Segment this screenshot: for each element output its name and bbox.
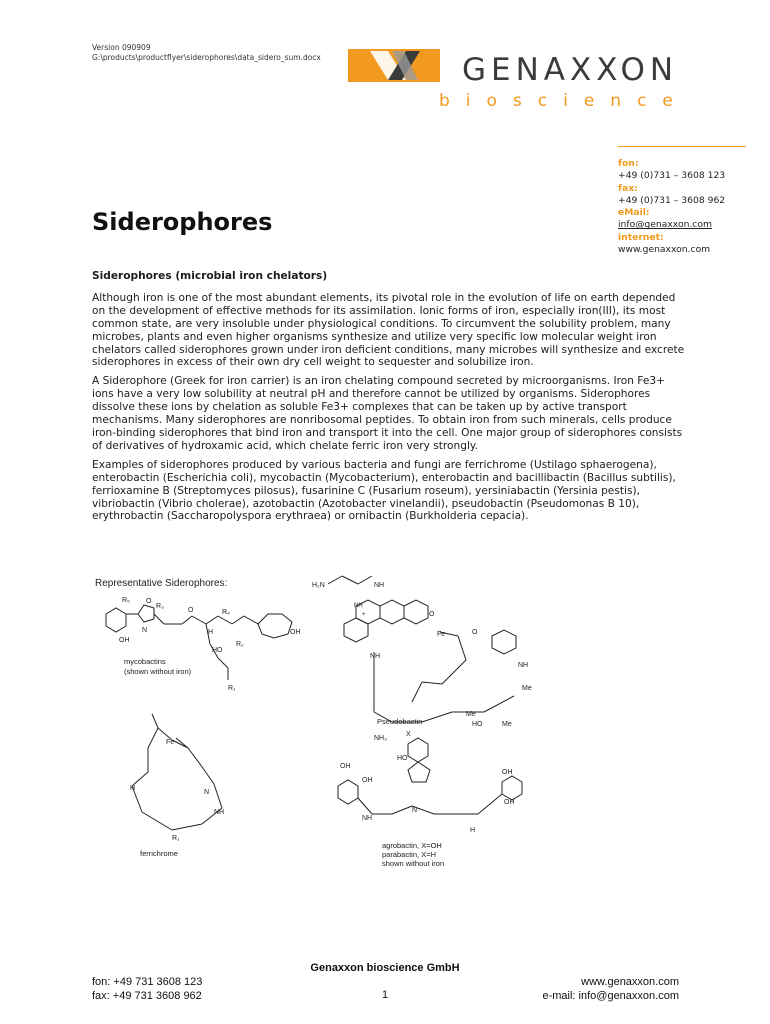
atom-o-ring: O bbox=[146, 598, 152, 605]
atom-h2n: H₂N bbox=[312, 582, 325, 589]
atom-fe-ferrichrome: Fe bbox=[166, 739, 175, 746]
footer-web-link[interactable]: www.genaxxon.com bbox=[581, 976, 679, 988]
footer-fax: fax: +49 731 3608 962 bbox=[92, 990, 202, 1002]
atom-nh3: NH₃ bbox=[374, 735, 387, 742]
pseudobactin-label: Pseudobactin bbox=[377, 717, 423, 726]
atom-me-3: Me bbox=[502, 721, 512, 728]
atom-oh-agro-1: OH bbox=[340, 763, 351, 770]
version-info bbox=[92, 43, 321, 63]
atom-me-2: Me bbox=[466, 711, 476, 718]
atom-n-agro: N bbox=[412, 807, 418, 814]
atom-ho-serine: HO bbox=[472, 721, 483, 728]
atom-nh-ferrichrome: NH bbox=[214, 809, 225, 816]
siderophore-structures-figure bbox=[92, 572, 692, 872]
atom-nh-chain: NH bbox=[370, 653, 381, 660]
file-path-text: G:\products\productflyer\siderophores\data_sidero_sum.docx bbox=[92, 53, 321, 62]
atom-nh-top: NH bbox=[374, 582, 385, 589]
atom-o-catechol: O bbox=[429, 611, 435, 618]
atom-r1: R₁ bbox=[228, 685, 236, 692]
atom-o-ring: O bbox=[472, 629, 478, 636]
atom-n-ring: N bbox=[142, 627, 148, 634]
internet-link[interactable]: www.genaxxon.com bbox=[618, 244, 711, 256]
fax-label: fax: bbox=[618, 182, 638, 194]
atom-nh-ring: NH bbox=[518, 662, 529, 669]
contact-block bbox=[618, 158, 758, 256]
paragraph-1: Although iron is one of the most abundant elements, its pivotal role in the evolution of life on earth depended on the development of effective methods for its assimilation. Ionic forms of iron, especially iron(III), its most common state, are very insoluble under physiological conditions. To circumvent the solubility problem, many microbes, plants and even higher organisms synthesize and utilize very specific low molecular weight iron chelators called siderophores grown under iron deficient conditions, many microbes will synthesize and excrete siderophores in excess of their own dry cell weight to sequester and solubilize iron. bbox=[92, 291, 685, 369]
figure-caption: Representative Siderophores: bbox=[95, 578, 228, 589]
footer-email-link[interactable]: e-mail: info@genaxxon.com bbox=[542, 990, 679, 1002]
atom-plus: + bbox=[362, 612, 366, 618]
ferrichrome-label: ferrichrome bbox=[140, 849, 178, 858]
logo-subtitle: bioscience bbox=[439, 91, 689, 111]
atom-nh-agro: NH bbox=[362, 815, 373, 822]
email-label: eMail: bbox=[618, 207, 650, 219]
atom-oh-agro-3: OH bbox=[502, 769, 513, 776]
atom-o-amide: O bbox=[188, 607, 194, 614]
agrobactin-label: agrobactin, X=OH bbox=[382, 841, 442, 850]
fon-value: +49 (0)731 – 3608 123 bbox=[618, 170, 726, 182]
atom-oh-agro-4: OH bbox=[504, 799, 515, 806]
atom-me-1: Me bbox=[522, 685, 532, 692]
atom-hn: NH bbox=[354, 603, 363, 609]
email-link[interactable]: info@genaxxon.com bbox=[618, 219, 712, 231]
atom-ho: HO bbox=[212, 647, 223, 654]
atom-h-agro: H bbox=[470, 827, 476, 834]
paragraph-3: Examples of siderophores produced by various bacteria and fungi are ferrichrome (Ustilago sphaerogena), enterobactin (Escherichia coli), mycobactin (Mycobacterium), enterobactin and bacillibactin (Bacillus subtilis), ferrioxamine B (Streptomyces pilosus), fusarinine C (Fusarium roseum), yersiniabactin (Yersinia pestis), vibriobactin (Vibrio cholerae), azotobactin (Azotobacter vinelandii), pseudobactin (Pseudomonas B 10), erythrobactin (Saccharopolyspora erythraea) or ornibactin (Burkholderia cepacia). bbox=[92, 458, 676, 523]
atom-n-ferrichrome: N bbox=[204, 789, 210, 796]
atom-oh-ring: OH bbox=[290, 629, 301, 636]
footer-fon: fon: +49 731 3608 123 bbox=[92, 976, 203, 988]
fax-value: +49 (0)731 – 3608 962 bbox=[618, 194, 726, 206]
atom-h-ferrichrome: H bbox=[130, 785, 136, 792]
atom-ho-agro: HO bbox=[397, 755, 408, 762]
paragraph-2: A Siderophore (Greek for iron carrier) is an iron chelating compound secreted by microorganisms. Iron Fe3+ ions have a very low solubility at neutral pH and therefore cannot be utilized by organisms. Siderophores dissolve these ions by chelation as soluble Fe3+ complexes that can be taken up by active transport mechanisms. Many siderophores are nonribosomal peptides. To obtain iron from such minerals, cells produce iron-binding siderophores that bind iron and transport it into the cell. One major group of siderophores consists of derivatives of hydroxamic acid, which chelate ferric iron very strongly. bbox=[92, 375, 683, 452]
mycobactins-note: (shown without iron) bbox=[124, 667, 192, 676]
mycobactins-label: mycobactins bbox=[124, 657, 166, 666]
atom-r1-ferrichrome: R₁ bbox=[172, 835, 180, 842]
pseudobactin-structure bbox=[328, 576, 516, 722]
main-content bbox=[92, 270, 685, 529]
footer-contact-right bbox=[542, 975, 679, 1003]
atom-r3: R₃ bbox=[156, 603, 164, 610]
atom-oh-agro-2: OH bbox=[362, 777, 373, 784]
page-title: Siderophores bbox=[92, 208, 273, 236]
ferrichrome-structure bbox=[132, 714, 225, 830]
atom-x: X bbox=[406, 731, 411, 738]
agrobactin-structure bbox=[338, 738, 522, 814]
logo-name: GENAXXON bbox=[462, 52, 679, 88]
atom-r4: R₄ bbox=[222, 609, 230, 616]
internet-label: internet: bbox=[618, 231, 664, 243]
atom-fe-pseudobactin: Fe bbox=[437, 631, 446, 638]
footer-company: Genaxxon bioscience GmbH bbox=[310, 962, 460, 974]
version-text: Version 090909 bbox=[92, 43, 151, 52]
atom-oh: OH bbox=[119, 637, 130, 644]
fon-label: fon: bbox=[618, 158, 639, 169]
atom-r5: R₅ bbox=[122, 597, 130, 604]
parabactin-label: parabactin, X=H bbox=[382, 850, 436, 859]
atom-r2: R₂ bbox=[236, 641, 244, 648]
agrobactin-note: shown without iron bbox=[382, 859, 445, 868]
atom-h: H bbox=[208, 629, 214, 636]
contact-divider bbox=[618, 146, 746, 147]
section-heading: Siderophores (microbial iron chelators) bbox=[92, 270, 328, 282]
page-number: 1 bbox=[381, 989, 389, 1001]
